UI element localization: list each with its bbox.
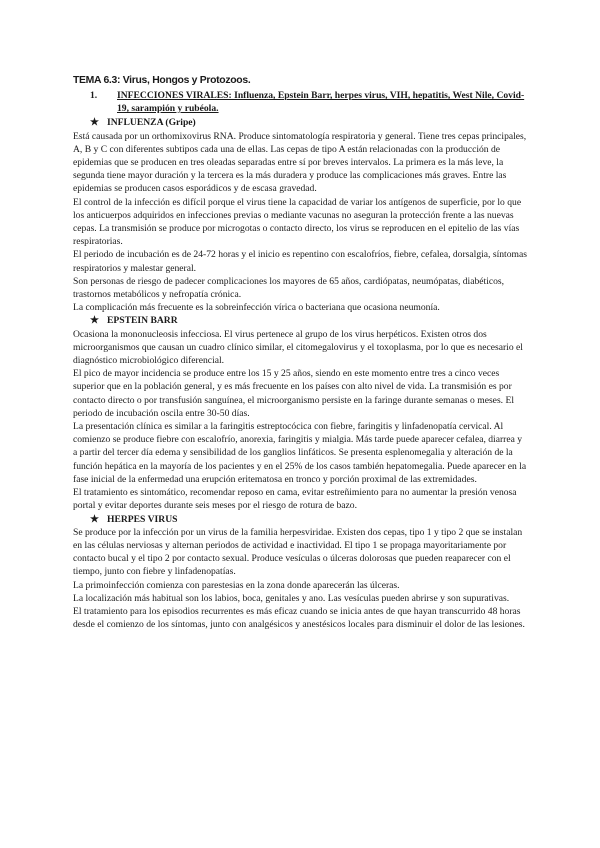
section-heading-text: INFECCIONES VIRALES: Influenza, Epstein Barr, herpes virus, VIH, hepatitis, West Nile, Covid-19, sarampión y rubéola. (117, 90, 525, 115)
epstein-barr-paragraph: La presentación clínica es similar a la faringitis estreptocócica con fiebre, faringitis y linfadenopatía cervical. Al comienzo se produce fiebre con escalofrío, anorexia, faringitis y mialgia. Más tarde puede aparecer cefalea, diarrea y a partir del tercer día edema y sensibilidad de los ganglios linfáticos. Se presenta esplenomegalia y alteración de la función hepática en la mayoría de los pacientes y en el 25% de los casos también hepatomegalia. Puede aparecer en la fase inicial de la enfermedad una erupción eritematosa en tronco y porción proximal de las extremidades. (73, 421, 527, 485)
section-number: 1. (90, 90, 98, 101)
epstein-barr-heading (73, 314, 528, 327)
herpes-heading (73, 513, 528, 526)
influenza-heading (73, 116, 528, 129)
herpes-heading-text: HERPES VIRUS (107, 513, 178, 525)
document-page (73, 74, 528, 631)
epstein-barr-heading-text: EPSTEIN BARR (107, 315, 178, 327)
herpes-paragraph: La primoinfección comienza con parestesias en la zona donde aparecerán las úlceras. (73, 579, 400, 591)
document-title: TEMA 6.3: Virus, Hongos y Protozoos. (73, 75, 251, 86)
influenza-paragraph: Está causada por un orthomixovirus RNA. Produce sintomatología respiratoria y general. Tiene tres cepas principales, A, B y C con diferentes subtipos cada una de ellas. Las cepas de tipo A están relacionadas con la producción de epidemias que se producen en tres oleadas separadas entre sí por breves intervalos. La primera es la más leve, la segunda tiene mayor duración y la tercera es la más duradera y produce las complicaciones más graves. Entre las epidemias se producen casos esporádicos y de escasa gravedad. (73, 130, 527, 195)
star-bullet-icon: ★ (90, 315, 99, 327)
influenza-paragraph: El control de la infección es difícil porque el virus tiene la capacidad de variar los antígenos de superficie, por lo que los anticuerpos adquiridos en infecciones previas o mediante vacunas no aseguran la protección frente a las nuevas cepas. La transmisión se produce por microgotas o contacto directo, los virus se reproducen en el epitelio de las vías respiratorias. (73, 196, 522, 248)
herpes-paragraph: Se produce por la infección por un virus de la familia herpesviridae. Existen dos cepas, tipo 1 y tipo 2 que se instalan en las células nerviosas y alternan periodos de actividad e inactividad. El tipo 1 se propaga mayoritariamente por contacto bucal y el tipo 2 por contacto sexual. Produce vesículas o úlceras dolorosas que pueden reaparecer con el tiempo, junto con fiebre y linfadenopatías. (73, 526, 523, 578)
star-bullet-icon: ★ (90, 513, 99, 525)
influenza-paragraph: La complicación más frecuente es la sobreinfección vírica o bacteriana que ocasiona neumonía. (73, 302, 440, 314)
section-heading (73, 89, 528, 115)
epstein-barr-paragraph: Ocasiona la mononucleosis infecciosa. El virus pertenece al grupo de los virus herpéticos. Existen otros dos microorganismos que causan un cuadro clínico similar, el citomegalovirus y el toxoplasma, por lo que es necesario el diagnóstico microbiológico diferencial. (73, 328, 523, 367)
influenza-paragraph: Son personas de riesgo de padecer complicaciones los mayores de 65 años, cardiópatas, neumópatas, diabéticos, trastornos metabólicos y nefropatía crónica. (73, 275, 505, 301)
herpes-paragraph: El tratamiento para los episodios recurrentes es más eficaz cuando se inicia antes de que hayan transcurrido 48 horas desde el comienzo de los síntomas, junto con analgésicos y anestésicos locales para disminuir el dolor de las lesiones. (73, 605, 525, 631)
epstein-barr-paragraph: El tratamiento es sintomático, recomendar reposo en cama, evitar estreñimiento para no aumentar la presión venosa portal y evitar deportes durante seis meses por el riesgo de rotura de bazo. (73, 487, 517, 512)
influenza-heading-text: INFLUENZA (Gripe) (107, 117, 196, 129)
herpes-paragraph: La localización más habitual son los labios, boca, genitales y ano. Las vesículas pueden abrirse y son supurativas. (73, 592, 510, 604)
star-bullet-icon: ★ (90, 117, 99, 129)
influenza-paragraph: El periodo de incubación es de 24-72 horas y el inicio es repentino con escalofríos, fiebre, cefalea, dorsalgia, síntomas respiratorios y malestar general. (73, 249, 527, 274)
epstein-barr-paragraph: El pico de mayor incidencia se produce entre los 15 y 25 años, siendo en este momento entre tres a cinco veces superior que en la población general, y es más frecuente en los países con alto nivel de vida. La transmisión es por contacto directo o por transfusión sanguínea, el microorganismo persiste en la faringe durante semanas o meses. El periodo de incubación oscila entre 30-50 días. (73, 368, 514, 419)
